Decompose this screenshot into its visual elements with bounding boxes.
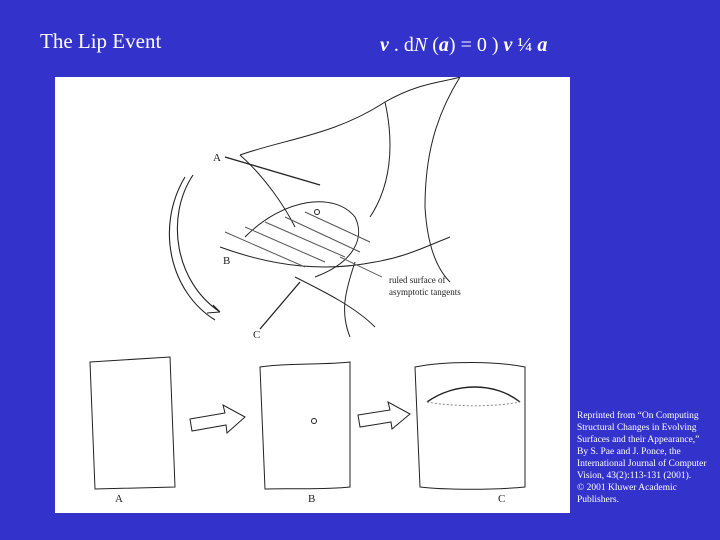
curved-arrow bbox=[169, 175, 220, 320]
bottom-flare bbox=[345, 262, 355, 337]
formula-close: ) = 0 ) bbox=[448, 34, 504, 56]
lower-surface bbox=[220, 237, 450, 267]
label-ruled-surface-2: asymptotic tangents bbox=[389, 287, 461, 297]
formula-v2: v bbox=[503, 34, 513, 56]
citation-line: Publishers. bbox=[577, 495, 619, 505]
surface-right-edge bbox=[425, 77, 460, 282]
surface-top-edge bbox=[240, 77, 460, 155]
panel-b bbox=[260, 362, 350, 489]
formula-a: a bbox=[438, 34, 449, 56]
surface-left-fold bbox=[240, 155, 295, 227]
formula-a2: a bbox=[537, 34, 548, 56]
panel-c-lip-top bbox=[427, 387, 520, 402]
citation-line: Reprinted from “On Computing bbox=[577, 411, 699, 421]
lip-event-illustration bbox=[55, 77, 570, 513]
citation-line: © 2001 Kluwer Academic bbox=[577, 483, 677, 493]
label-c-bottom: C bbox=[498, 493, 506, 505]
ruled-lines bbox=[225, 212, 370, 267]
label-a-bottom: A bbox=[115, 493, 123, 505]
label-b-top: B bbox=[223, 255, 231, 267]
pointer-ruled bbox=[340, 257, 382, 277]
citation-line: International Journal of Computer bbox=[577, 459, 707, 469]
panel-c-lip-bottom bbox=[427, 402, 520, 406]
label-c-top: C bbox=[253, 329, 261, 341]
panel-c bbox=[415, 363, 525, 490]
slide-formula bbox=[380, 33, 547, 57]
pointer-c bbox=[260, 282, 300, 329]
formula-n: N bbox=[413, 34, 428, 56]
pointer-a bbox=[225, 157, 320, 185]
arrow-a-b bbox=[190, 405, 245, 433]
formula-dot-d: . d bbox=[388, 34, 414, 56]
arrow-b-c bbox=[358, 402, 410, 429]
citation-text bbox=[577, 410, 717, 506]
surface-bottom-curve bbox=[295, 277, 375, 327]
lip-point bbox=[315, 210, 320, 215]
panel-a bbox=[90, 357, 175, 489]
slide-title: The Lip Event bbox=[40, 29, 162, 53]
formula-v: v bbox=[380, 34, 389, 56]
formula-open: ( bbox=[427, 34, 439, 56]
surface-right-fold bbox=[370, 102, 390, 217]
label-a-top: A bbox=[213, 152, 221, 164]
citation-line: Surfaces and their Appearance,” bbox=[577, 435, 700, 445]
panel-b-point bbox=[312, 419, 317, 424]
citation-line: By S. Pae and J. Ponce, the bbox=[577, 447, 681, 457]
label-ruled-surface-1: ruled surface of bbox=[389, 275, 446, 285]
lip-event-figure bbox=[55, 77, 570, 513]
formula-quarter: ¼ bbox=[512, 34, 538, 56]
label-b-bottom: B bbox=[308, 493, 316, 505]
citation-line: Vision, 43(2):113-131 (2001). bbox=[577, 471, 692, 481]
citation-line: Structural Changes in Evolving bbox=[577, 423, 697, 433]
